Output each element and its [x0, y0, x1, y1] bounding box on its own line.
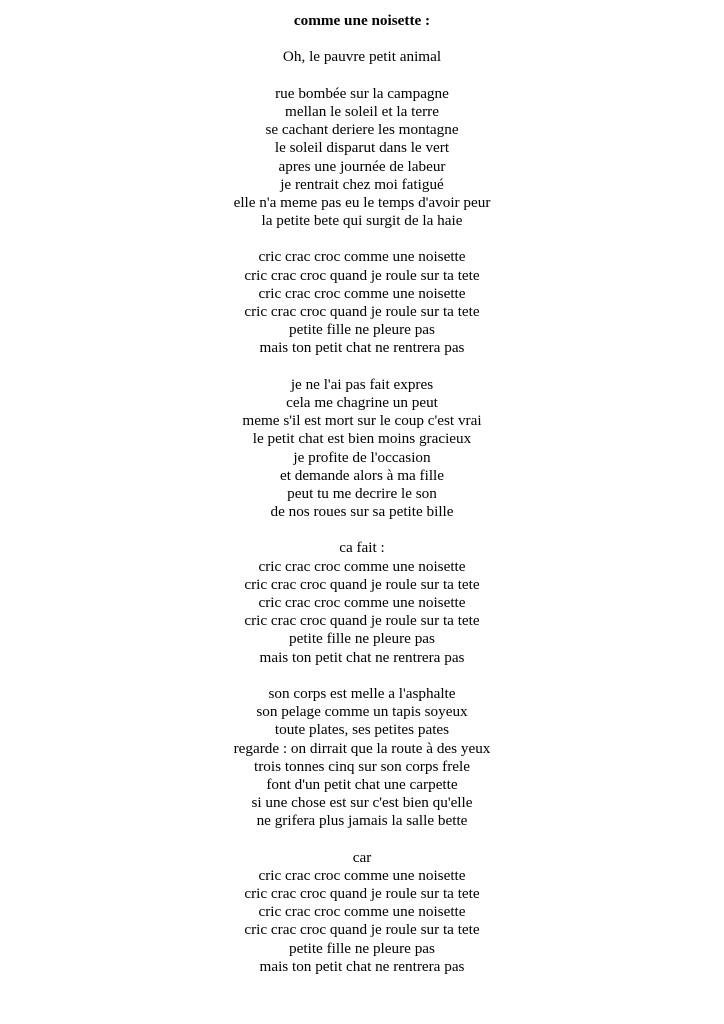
poem-line: apres une journée de labeur — [278, 157, 446, 175]
poem-line: mais ton petit chat ne rentrera pas — [259, 648, 465, 666]
poem-line: ca fait : — [339, 539, 385, 557]
poem-line: rue bombée sur la campagne — [275, 84, 449, 102]
stanza — [0, 248, 724, 357]
stanza — [0, 48, 724, 66]
poem-page — [0, 12, 724, 976]
poem-line: cric crac croc quand je roule sur ta tete — [244, 303, 480, 320]
poem-line: de nos roues sur sa petite bille — [270, 503, 454, 521]
poem-line: cric crac croc comme une noisette — [258, 594, 466, 611]
poem-line: toute plates, ses petites pates — [274, 721, 450, 739]
poem-line: cric crac croc comme une noisette — [258, 248, 466, 266]
poem-line: cric crac croc quand je roule sur ta tete — [244, 266, 480, 284]
poem-line: le soleil disparut dans le vert — [274, 139, 450, 157]
poem-line: petite fille ne pleure pas — [289, 630, 435, 648]
poem-line: regarde : on dirrait que la route à des yeux — [233, 739, 491, 757]
poem-line: font d'un petit chat une carpette — [266, 775, 458, 793]
stanza — [0, 849, 724, 976]
stanza-gap — [0, 67, 724, 85]
poem-line: son corps est melle a l'asphalte — [268, 684, 456, 702]
poem-line: cric crac croc quand je roule sur ta tete — [244, 885, 480, 902]
stanza-gap — [0, 830, 724, 848]
poem-title: comme une noisette : — [293, 12, 431, 29]
poem-line: elle n'a meme pas eu le temps d'avoir peur — [233, 193, 491, 211]
stanza-gap — [0, 30, 724, 48]
stanza — [0, 85, 724, 231]
poem-line: cric crac croc comme une noisette — [258, 866, 466, 884]
poem-line: je ne l'ai pas fait expres — [290, 375, 434, 393]
poem-line: se cachant deriere les montagne — [265, 121, 459, 139]
stanza-gap — [0, 358, 724, 376]
poem-line: si une chose est sur c'est bien qu'elle — [251, 794, 473, 812]
stanza-gap — [0, 230, 724, 248]
poem-line: car — [352, 848, 372, 866]
poem-line: mellan le soleil et la terre — [285, 102, 439, 120]
poem-line: cric crac croc comme une noisette — [258, 557, 466, 575]
stanza — [0, 685, 724, 831]
stanza-gap — [0, 521, 724, 539]
stanza — [0, 376, 724, 522]
poem-line: peut tu me decrire le son — [287, 484, 437, 502]
poem-line: Oh, le pauvre petit animal — [282, 48, 442, 66]
poem-line: je rentrait chez moi fatigué — [280, 175, 444, 193]
poem-line: son pelage comme un tapis soyeux — [256, 703, 468, 721]
stanza — [0, 539, 724, 666]
poem-body — [0, 30, 724, 976]
poem-line: petite fille ne pleure pas — [289, 939, 435, 957]
poem-line: mais ton petit chat ne rentrera pas — [259, 339, 465, 357]
poem-line: je profite de l'occasion — [293, 448, 431, 466]
poem-line: cric crac croc quand je roule sur ta tete — [244, 921, 480, 939]
poem-line: cric crac croc quand je roule sur ta tete — [244, 575, 480, 593]
poem-line: meme s'il est mort sur le coup c'est vrai — [242, 412, 482, 430]
poem-line: le petit chat est bien moins gracieux — [252, 430, 472, 448]
stanza-gap — [0, 667, 724, 685]
poem-line: cela me chagrine un peut — [286, 393, 438, 411]
poem-line: trois tonnes cinq sur son corps frele — [254, 757, 470, 775]
poem-line: et demande alors à ma fille — [279, 466, 445, 484]
poem-line: mais ton petit chat ne rentrera pas — [259, 957, 465, 975]
poem-line: petite fille ne pleure pas — [289, 321, 435, 339]
poem-line: ne grifera plus jamais la salle bette — [256, 812, 468, 830]
poem-line: cric crac croc comme une noisette — [258, 284, 466, 302]
poem-line: cric crac croc comme une noisette — [258, 903, 466, 921]
poem-line: cric crac croc quand je roule sur ta tete — [244, 612, 480, 630]
poem-line: la petite bete qui surgit de la haie — [261, 212, 463, 230]
